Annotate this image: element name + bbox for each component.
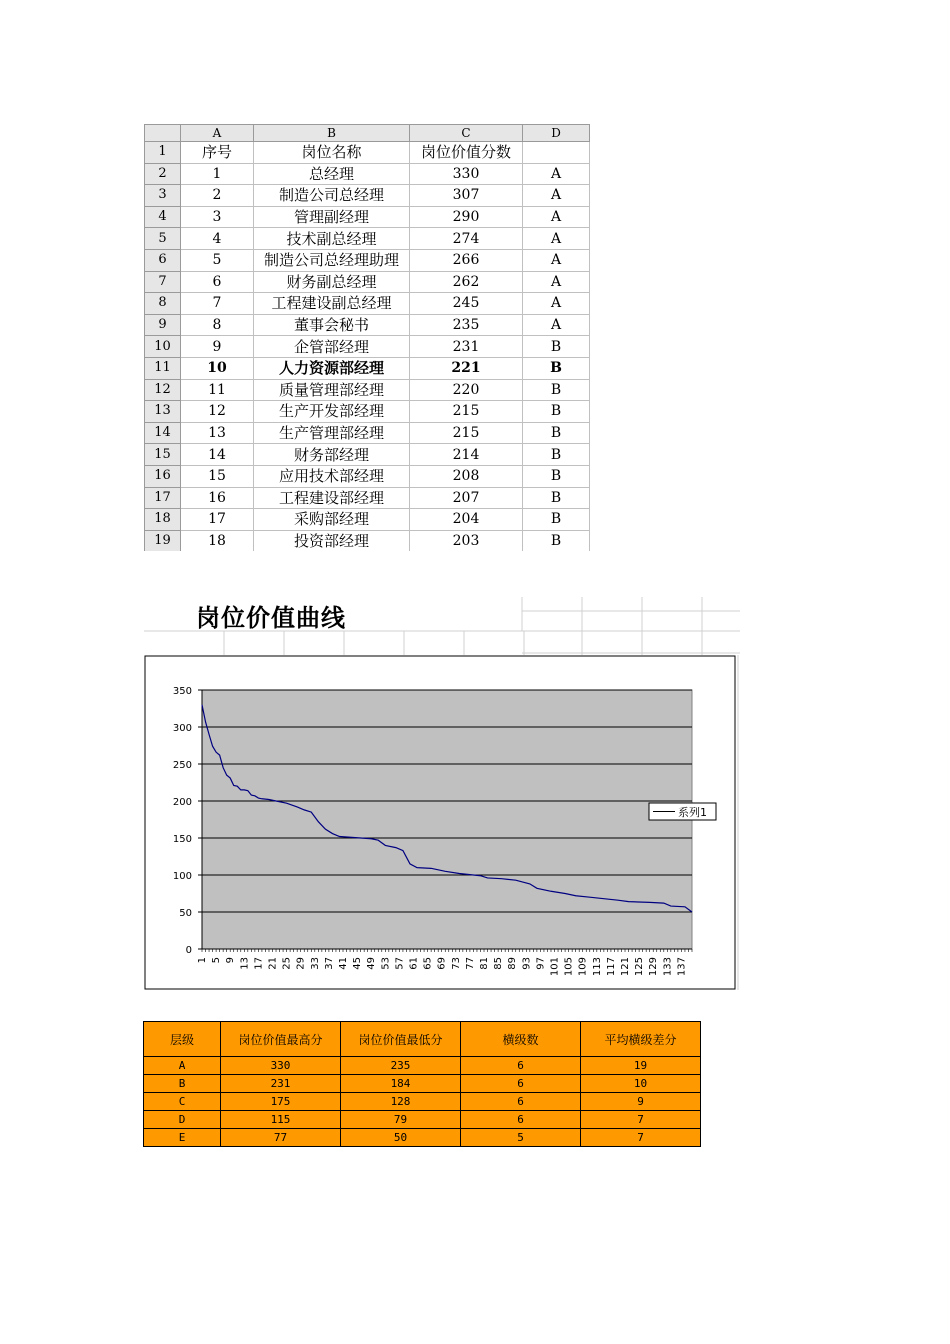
tier-cell-max[interactable]: 231: [221, 1075, 341, 1093]
x-tick-label: 73: [450, 957, 462, 970]
tier-header-level[interactable]: 层级: [144, 1022, 221, 1057]
cell-position-name[interactable]: 财务部经理: [254, 444, 410, 466]
y-tick-label: 150: [172, 834, 192, 845]
tier-row: [144, 1111, 701, 1129]
x-tick-label: 33: [309, 957, 321, 970]
tier-cell-count[interactable]: 6: [461, 1075, 581, 1093]
cell-grade[interactable]: B: [523, 422, 590, 444]
cell-score[interactable]: 307: [410, 185, 523, 207]
y-tick-label: 50: [179, 908, 192, 919]
cell-position-name[interactable]: 技术副总经理: [254, 228, 410, 250]
row-number[interactable]: 10: [145, 336, 181, 358]
cell-seq[interactable]: 17: [181, 509, 254, 531]
cell-seq[interactable]: 18: [181, 530, 254, 552]
x-tick-label: 125: [634, 957, 646, 977]
y-tick-label: 250: [172, 760, 192, 771]
column-header-d[interactable]: D: [523, 125, 590, 142]
cell-position-name[interactable]: 应用技术部经理: [254, 465, 410, 487]
tier-row: [144, 1093, 701, 1111]
cell-seq[interactable]: 15: [181, 465, 254, 487]
cell-grade[interactable]: A: [523, 293, 590, 315]
table-row: [145, 185, 590, 207]
cell-score[interactable]: 231: [410, 336, 523, 358]
row-number[interactable]: 2: [145, 163, 181, 185]
table-row: [145, 357, 590, 379]
x-tick-label: 37: [323, 957, 335, 970]
x-tick-label: 137: [676, 957, 688, 977]
cell-position-name[interactable]: 人力资源部经理: [254, 357, 410, 379]
tier-cell-max[interactable]: 77: [221, 1129, 341, 1147]
table-row: [145, 379, 590, 401]
cell-position-name[interactable]: 工程建设副总经理: [254, 293, 410, 315]
header-cell-score[interactable]: 岗位价值分数: [410, 142, 523, 164]
row-number[interactable]: 15: [145, 444, 181, 466]
legend-label: 系列1: [678, 806, 707, 819]
tier-header-row: [144, 1022, 701, 1057]
tier-row: [144, 1075, 701, 1093]
cell-position-name[interactable]: 投资部经理: [254, 530, 410, 552]
cell-seq[interactable]: 13: [181, 422, 254, 444]
cell-grade[interactable]: A: [523, 185, 590, 207]
x-tick-label: 93: [521, 957, 533, 970]
x-tick-label: 53: [380, 957, 392, 970]
table-row: [145, 228, 590, 250]
row-number[interactable]: 3: [145, 185, 181, 207]
row-number[interactable]: 14: [145, 422, 181, 444]
cell-grade[interactable]: B: [523, 465, 590, 487]
x-tick-label: 61: [408, 957, 420, 970]
tier-cell-count[interactable]: 6: [461, 1057, 581, 1075]
x-tick-label: 121: [620, 957, 632, 977]
header-cell-grade[interactable]: [523, 142, 590, 164]
x-tick-label: 45: [352, 957, 364, 970]
tier-cell-avg-diff[interactable]: 19: [581, 1057, 701, 1075]
cell-seq[interactable]: 1: [181, 163, 254, 185]
y-tick-label: 300: [172, 723, 192, 734]
tier-header-avg-diff[interactable]: 平均横级差分: [581, 1022, 701, 1057]
table-row: [145, 530, 590, 552]
cell-seq[interactable]: 4: [181, 228, 254, 250]
cell-grade[interactable]: B: [523, 509, 590, 531]
tier-cell-avg-diff[interactable]: 10: [581, 1075, 701, 1093]
line-chart: [140, 595, 745, 995]
x-tick-label: 81: [479, 957, 491, 970]
cell-position-name[interactable]: 生产管理部经理: [254, 422, 410, 444]
cell-position-name[interactable]: 制造公司总经理: [254, 185, 410, 207]
row-number[interactable]: 17: [145, 487, 181, 509]
y-tick-label: 200: [172, 797, 192, 808]
cell-grade[interactable]: B: [523, 336, 590, 358]
x-tick-label: 105: [563, 957, 575, 977]
tier-cell-min[interactable]: 128: [341, 1093, 461, 1111]
cell-score[interactable]: 266: [410, 249, 523, 271]
table-row: [145, 465, 590, 487]
column-header-b[interactable]: B: [254, 125, 410, 142]
row-number[interactable]: 11: [145, 357, 181, 379]
table-row: [145, 401, 590, 423]
row-number[interactable]: 6: [145, 249, 181, 271]
row-number[interactable]: 16: [145, 465, 181, 487]
cell-grade[interactable]: A: [523, 163, 590, 185]
x-tick-label: 77: [464, 957, 476, 970]
tier-cell-level[interactable]: B: [144, 1075, 221, 1093]
tier-cell-level[interactable]: C: [144, 1093, 221, 1111]
x-tick-label: 17: [253, 957, 265, 970]
cell-score[interactable]: 290: [410, 206, 523, 228]
x-tick-label: 49: [366, 957, 378, 970]
cell-score[interactable]: 207: [410, 487, 523, 509]
column-header-c[interactable]: C: [410, 125, 523, 142]
cell-score[interactable]: 245: [410, 293, 523, 315]
cell-score[interactable]: 330: [410, 163, 523, 185]
table-row: [145, 271, 590, 293]
cell-score[interactable]: 203: [410, 530, 523, 552]
tier-cell-avg-diff[interactable]: 7: [581, 1111, 701, 1129]
column-header-a[interactable]: A: [181, 125, 254, 142]
y-tick-label: 0: [185, 945, 192, 956]
cell-seq[interactable]: 12: [181, 401, 254, 423]
cell-grade[interactable]: B: [523, 401, 590, 423]
tier-cell-min[interactable]: 79: [341, 1111, 461, 1129]
tier-cell-count[interactable]: 6: [461, 1093, 581, 1111]
x-tick-label: 13: [239, 957, 251, 970]
cell-grade[interactable]: B: [523, 487, 590, 509]
cell-grade[interactable]: A: [523, 228, 590, 250]
tier-cell-max[interactable]: 330: [221, 1057, 341, 1075]
row-number[interactable]: 12: [145, 379, 181, 401]
cell-seq[interactable]: 11: [181, 379, 254, 401]
row-number[interactable]: 7: [145, 271, 181, 293]
table-row: [145, 293, 590, 315]
cell-score[interactable]: 221: [410, 357, 523, 379]
row-number[interactable]: 9: [145, 314, 181, 336]
tier-cell-avg-diff[interactable]: 9: [581, 1093, 701, 1111]
chart-title: 岗位价值曲线: [196, 604, 346, 632]
cell-score[interactable]: 235: [410, 314, 523, 336]
x-tick-label: 113: [591, 957, 603, 977]
header-row: [145, 142, 590, 164]
tier-cell-min[interactable]: 184: [341, 1075, 461, 1093]
x-tick-label: 85: [493, 957, 505, 970]
tier-row: [144, 1057, 701, 1075]
cell-seq[interactable]: 5: [181, 249, 254, 271]
cell-seq[interactable]: 8: [181, 314, 254, 336]
cell-position-name[interactable]: 工程建设部经理: [254, 487, 410, 509]
tier-header-count[interactable]: 横级数: [461, 1022, 581, 1057]
x-tick-label: 21: [267, 957, 279, 970]
cell-grade[interactable]: A: [523, 314, 590, 336]
y-tick-label: 350: [172, 686, 192, 697]
table-row: [145, 444, 590, 466]
row-number[interactable]: 19: [145, 530, 181, 552]
y-tick-label: 100: [172, 871, 192, 882]
tier-row: [144, 1129, 701, 1147]
tier-cell-max[interactable]: 175: [221, 1093, 341, 1111]
header-cell-name[interactable]: 岗位名称: [254, 142, 410, 164]
table-row: [145, 509, 590, 531]
x-tick-label: 25: [281, 957, 293, 970]
x-tick-label: 29: [295, 957, 307, 970]
cell-score[interactable]: 262: [410, 271, 523, 293]
tier-cell-avg-diff[interactable]: 7: [581, 1129, 701, 1147]
x-tick-label: 109: [577, 957, 589, 977]
sheet-cut-edge: [144, 551, 590, 559]
x-tick-label: 97: [535, 957, 547, 970]
row-number[interactable]: 5: [145, 228, 181, 250]
cell-grade[interactable]: A: [523, 249, 590, 271]
cell-seq[interactable]: 7: [181, 293, 254, 315]
cell-grade[interactable]: B: [523, 530, 590, 552]
table-row: [145, 487, 590, 509]
x-tick-label: 117: [605, 957, 617, 977]
tier-cell-level[interactable]: E: [144, 1129, 221, 1147]
cell-grade[interactable]: B: [523, 379, 590, 401]
cell-score[interactable]: 220: [410, 379, 523, 401]
cell-position-name[interactable]: 质量管理部经理: [254, 379, 410, 401]
cell-seq[interactable]: 9: [181, 336, 254, 358]
x-tick-label: 65: [422, 957, 434, 970]
row-number[interactable]: 4: [145, 206, 181, 228]
tier-cell-min[interactable]: 50: [341, 1129, 461, 1147]
tier-table: [143, 1021, 701, 1147]
tier-header-min[interactable]: 岗位价值最低分: [341, 1022, 461, 1057]
cell-score[interactable]: 208: [410, 465, 523, 487]
cell-seq[interactable]: 2: [181, 185, 254, 207]
cell-score[interactable]: 215: [410, 422, 523, 444]
cell-position-name[interactable]: 采购部经理: [254, 509, 410, 531]
cell-seq[interactable]: 3: [181, 206, 254, 228]
table-row: [145, 422, 590, 444]
cell-position-name[interactable]: 总经理: [254, 163, 410, 185]
x-tick-label: 1: [197, 957, 208, 964]
row-number[interactable]: 18: [145, 509, 181, 531]
cell-position-name[interactable]: 企管部经理: [254, 336, 410, 358]
x-tick-label: 89: [507, 957, 519, 970]
cell-grade[interactable]: B: [523, 357, 590, 379]
table-row: [145, 336, 590, 358]
cell-score[interactable]: 214: [410, 444, 523, 466]
cell-score[interactable]: 274: [410, 228, 523, 250]
header-cell-seq[interactable]: 序号: [181, 142, 254, 164]
x-tick-label: 69: [436, 957, 448, 970]
cell-seq[interactable]: 6: [181, 271, 254, 293]
cell-score[interactable]: 215: [410, 401, 523, 423]
x-tick-label: 101: [549, 957, 561, 977]
cell-grade[interactable]: A: [523, 271, 590, 293]
x-tick-label: 9: [225, 957, 237, 964]
tier-header-max[interactable]: 岗位价值最高分: [221, 1022, 341, 1057]
cell-position-name[interactable]: 制造公司总经理助理: [254, 249, 410, 271]
spreadsheet-table: [144, 124, 590, 552]
x-tick-label: 129: [648, 957, 660, 977]
table-row: [145, 314, 590, 336]
column-header-row: [145, 125, 590, 142]
table-row: [145, 206, 590, 228]
cell-grade[interactable]: A: [523, 206, 590, 228]
tier-cell-count[interactable]: 6: [461, 1111, 581, 1129]
x-tick-label: 41: [338, 957, 350, 970]
row-number[interactable]: 13: [145, 401, 181, 423]
cell-grade[interactable]: B: [523, 444, 590, 466]
x-tick-label: 57: [394, 957, 406, 970]
cell-seq[interactable]: 16: [181, 487, 254, 509]
tier-cell-max[interactable]: 115: [221, 1111, 341, 1129]
tier-cell-count[interactable]: 5: [461, 1129, 581, 1147]
tier-cell-min[interactable]: 235: [341, 1057, 461, 1075]
tier-cell-level[interactable]: A: [144, 1057, 221, 1075]
cell-seq[interactable]: 10: [181, 357, 254, 379]
x-tick-label: 133: [662, 957, 674, 977]
cell-seq[interactable]: 14: [181, 444, 254, 466]
cell-position-name[interactable]: 董事会秘书: [254, 314, 410, 336]
table-row: [145, 249, 590, 271]
cell-position-name[interactable]: 管理副经理: [254, 206, 410, 228]
plot-area: [202, 690, 692, 949]
row-number[interactable]: 8: [145, 293, 181, 315]
cell-score[interactable]: 204: [410, 509, 523, 531]
corner-cell[interactable]: [145, 125, 181, 142]
table-row: [145, 163, 590, 185]
tier-cell-level[interactable]: D: [144, 1111, 221, 1129]
cell-position-name[interactable]: 生产开发部经理: [254, 401, 410, 423]
cell-position-name[interactable]: 财务副总经理: [254, 271, 410, 293]
row-number[interactable]: 1: [145, 142, 181, 164]
x-tick-label: 5: [211, 957, 223, 964]
